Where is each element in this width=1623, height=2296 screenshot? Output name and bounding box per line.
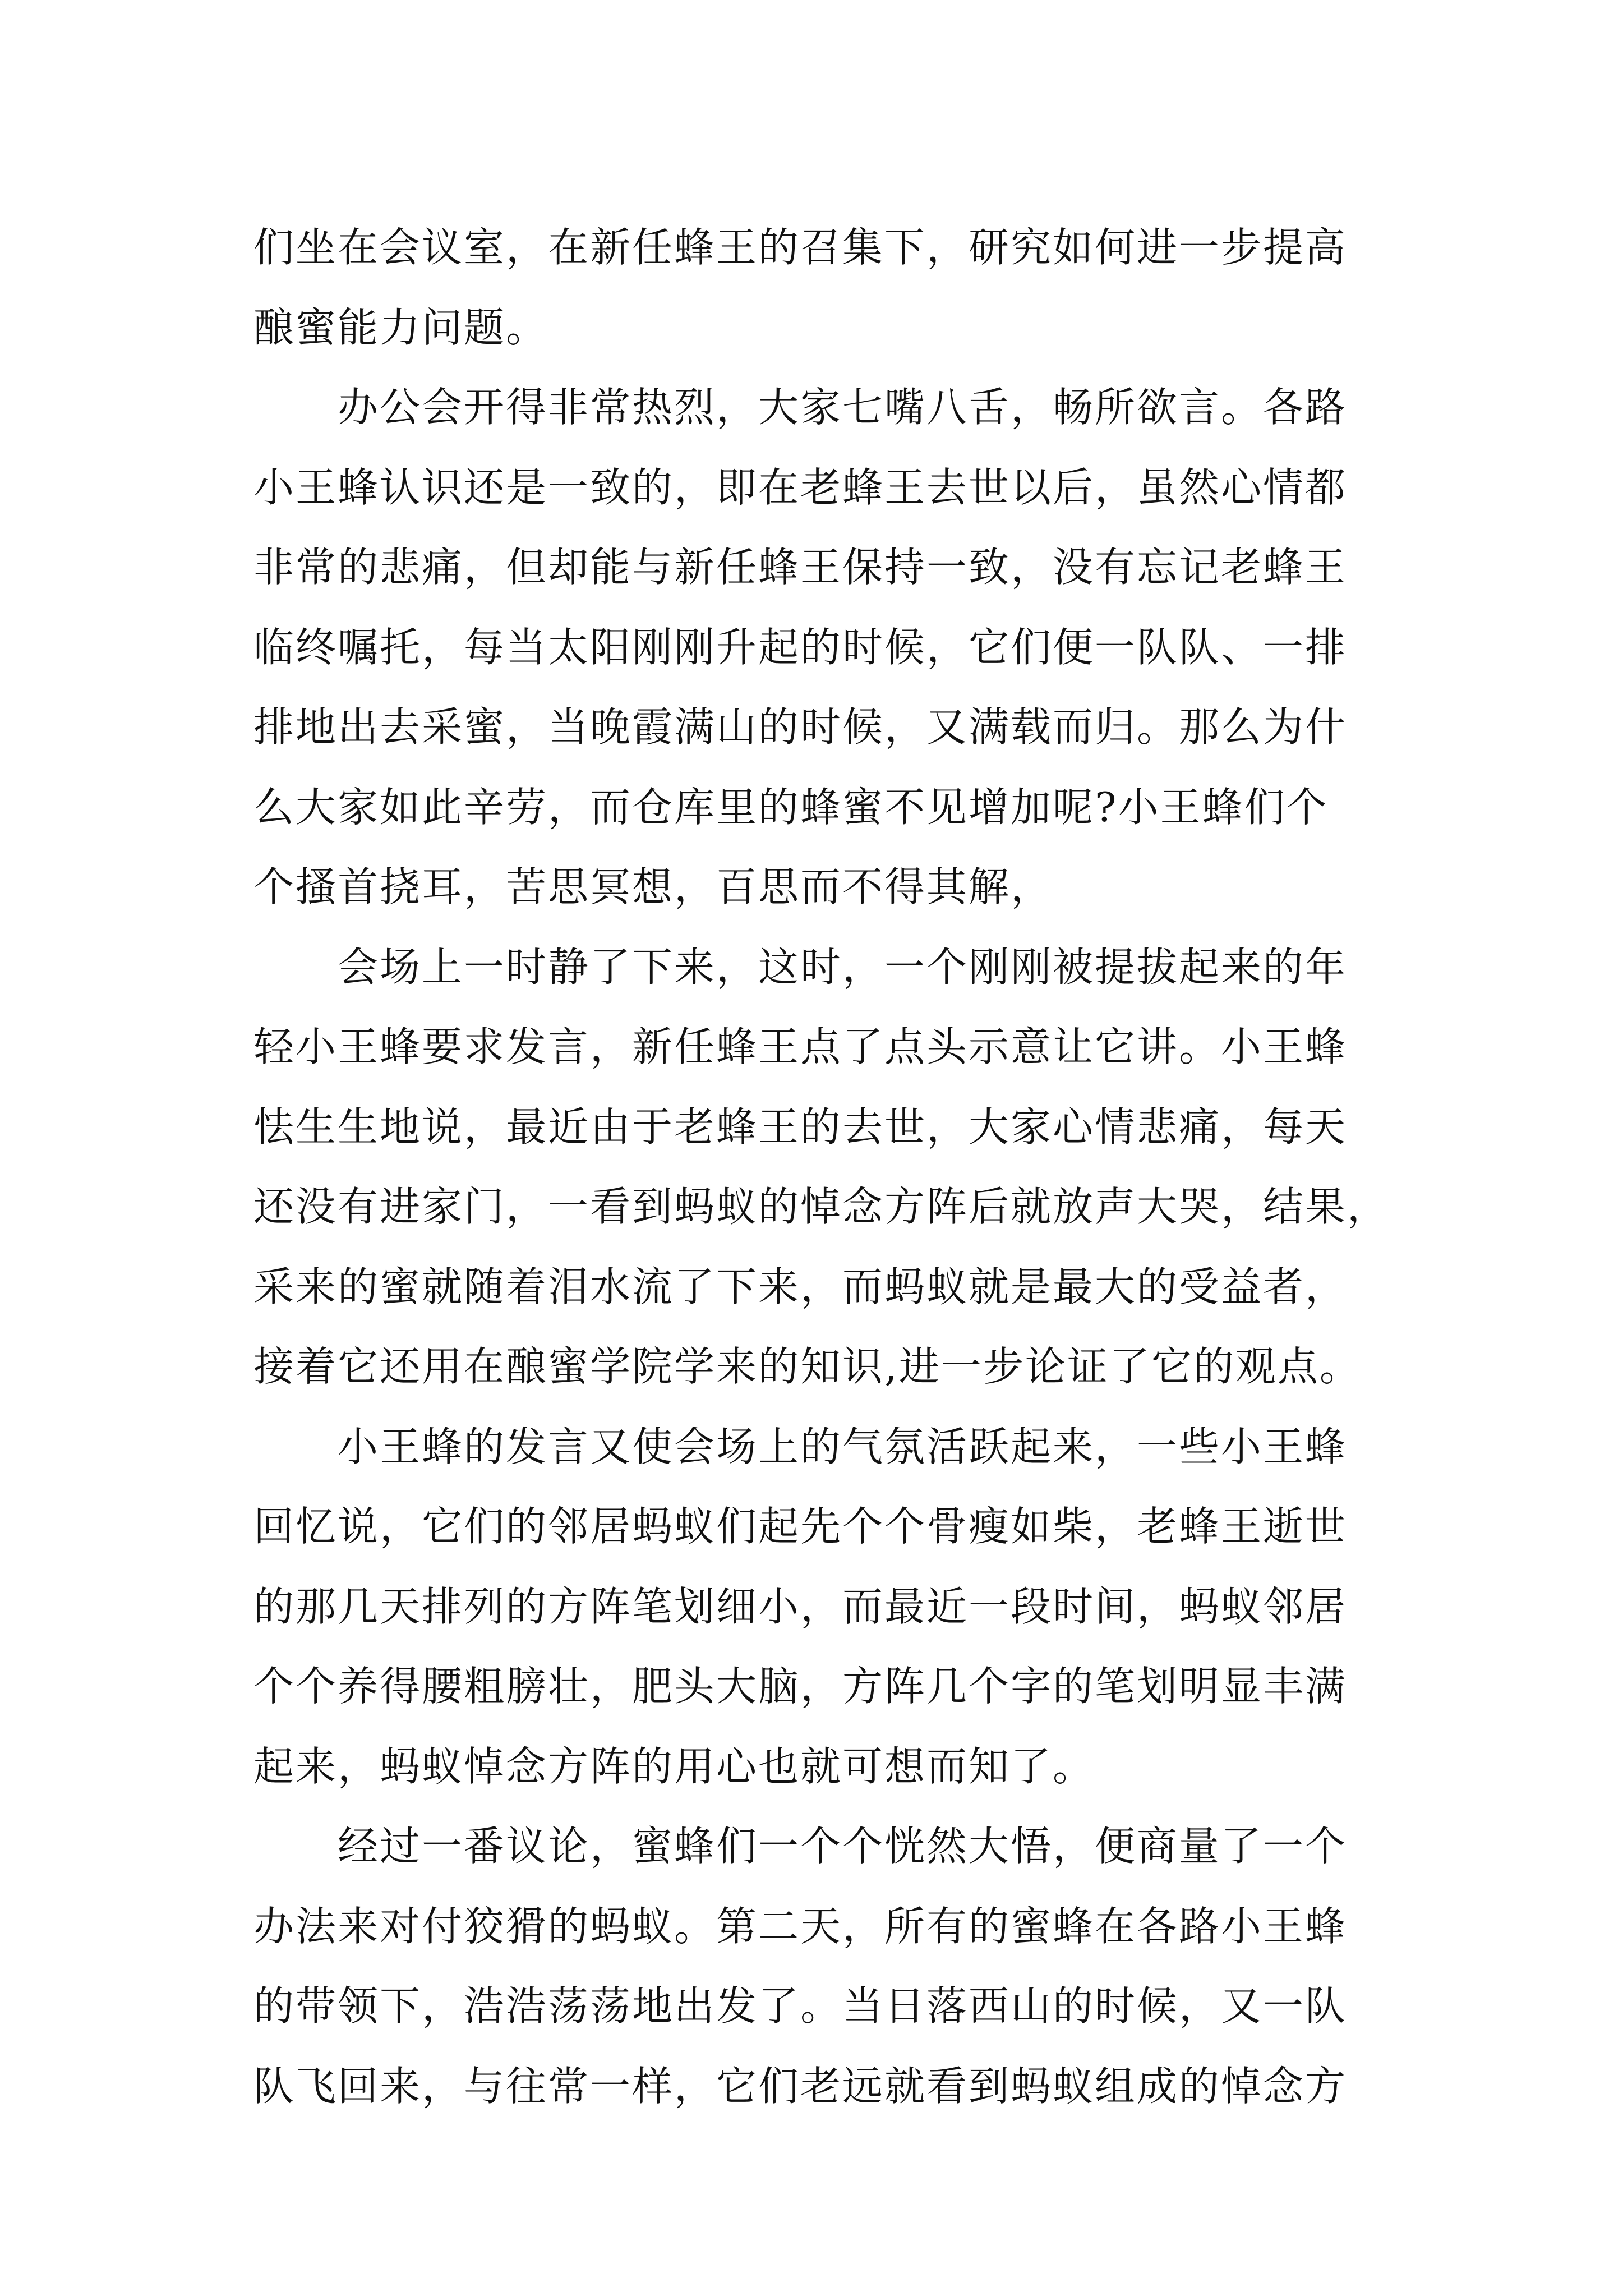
text-line: 办公会开得非常热烈，大家七嘴八舌，畅所欲言。各路 <box>253 384 1348 431</box>
text-line: 小王蜂认识还是一致的，即在老蜂王去世以后，虽然心情都 <box>253 463 1348 511</box>
text-line: 采来的蜜就随着泪水流了下来，而蚂蚁就是最大的受益者， <box>253 1263 1348 1310</box>
text-line: 办法来对付狡猾的蚂蚁。第二天，所有的蜜蜂在各路小王蜂 <box>253 1902 1348 1950</box>
text-line: 的带领下，浩浩荡荡地出发了。当日落西山的时候，又一队 <box>253 1982 1348 2030</box>
text-line: 个搔首挠耳，苦思冥想，百思而不得其解， <box>253 863 1053 910</box>
text-line: 起来，蚂蚁悼念方阵的用心也就可想而知了。 <box>253 1742 1095 1790</box>
text-line: 经过一番议论，蜜蜂们一个个恍然大悟，便商量了一个 <box>253 1823 1348 1870</box>
text-line: 们坐在会议室，在新任蜂王的召集下，研究如何进一步提高 <box>253 224 1348 271</box>
text-line: 临终嘱托，每当太阳刚刚升起的时候，它们便一队队、一排 <box>253 623 1348 671</box>
text-line: 接着它还用在酿蜜学院学来的知识,进一步论证了它的观点。 <box>253 1343 1362 1390</box>
text-line: 个个养得腰粗膀壮，肥头大脑，方阵几个字的笔划明显丰满 <box>253 1663 1348 1710</box>
text-line: 的那几天排列的方阵笔划细小，而最近一段时间，蚂蚁邻居 <box>253 1582 1348 1630</box>
body-text <box>253 208 1398 2126</box>
text-line: 排地出去采蜜，当晚霞满山的时候，又满载而归。那么为什 <box>253 703 1348 751</box>
text-line: 会场上一时静了下来，这时，一个刚刚被提拔起来的年 <box>253 943 1348 991</box>
text-line: 怯生生地说，最近由于老蜂王的去世，大家心情悲痛，每天 <box>253 1103 1348 1151</box>
text-line: 轻小王蜂要求发言，新任蜂王点了点头示意让它讲。小王蜂 <box>253 1023 1348 1070</box>
text-line: 队飞回来，与往常一样，它们老远就看到蚂蚁组成的悼念方 <box>253 2062 1348 2110</box>
text-line: 回忆说，它们的邻居蚂蚁们起先个个骨瘦如柴，老蜂王逝世 <box>253 1503 1348 1550</box>
text-line: 还没有进家门，一看到蚂蚁的悼念方阵后就放声大哭，结果， <box>253 1183 1390 1230</box>
text-line: 么大家如此辛劳，而仓库里的蜂蜜不见增加呢?小王蜂们个 <box>253 783 1329 831</box>
text-line: 小王蜂的发言又使会场上的气氛活跃起来，一些小王蜂 <box>253 1423 1348 1470</box>
text-line: 酿蜜能力问题。 <box>253 303 548 351</box>
text-line: 非常的悲痛，但却能与新任蜂王保持一致，没有忘记老蜂王 <box>253 544 1348 591</box>
